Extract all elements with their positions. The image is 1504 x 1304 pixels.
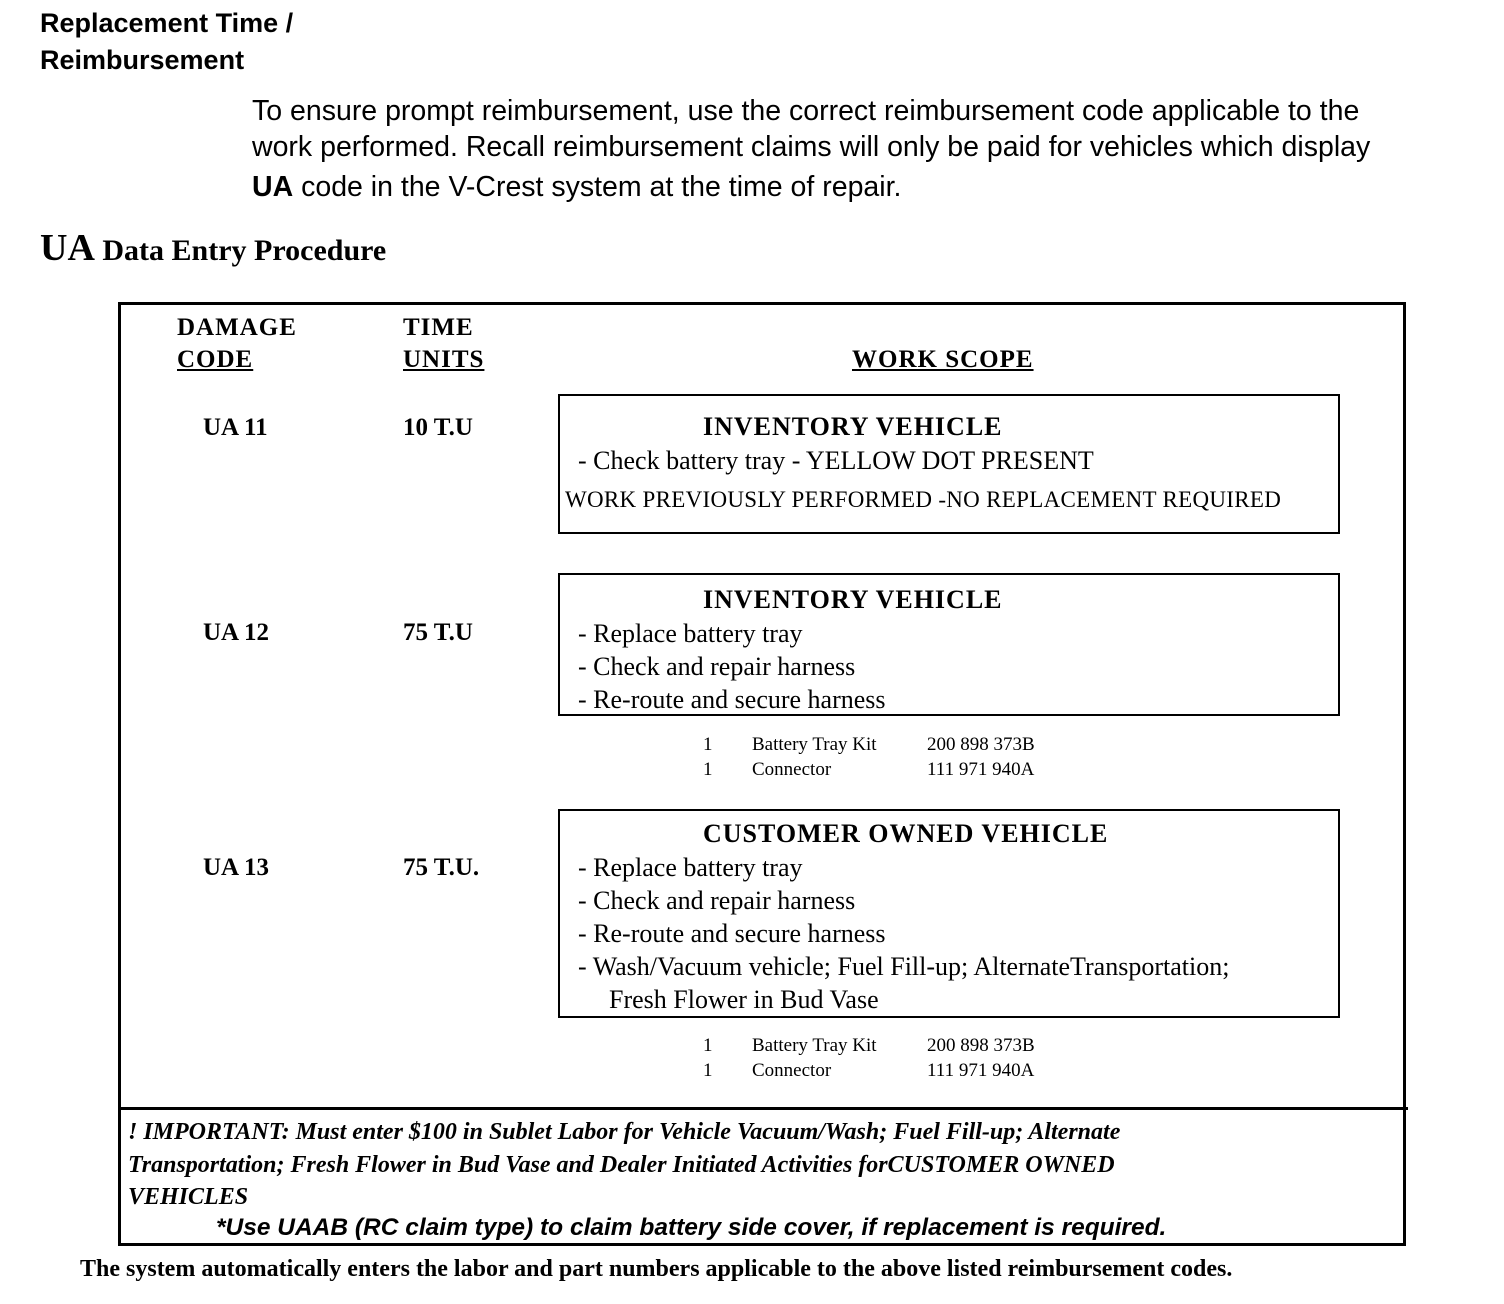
ua13-bullet-2: - Check and repair harness [578,886,856,915]
ua12-bullet-2: - Check and repair harness [578,652,856,681]
table-divider [118,1107,1408,1110]
section-title-line2: Reimbursement [40,45,245,75]
footer-note: The system automatically enters the labor and part numbers applicable to the above listed reimbursement codes. [80,1256,1233,1282]
important-line-1: ! IMPORTANT: Must enter $100 in Sublet Labor for Vehicle Vacuum/Wash; Fuel Fill-up; Alternate [128,1119,1121,1145]
ua12-bullet-3: - Re-route and secure harness [578,685,886,714]
header-damage-l2: CODE [177,346,254,373]
ua12-bullet-1: - Replace battery tray [578,619,803,648]
ua11-bullet-1: - Check battery tray - YELLOW DOT PRESENT [578,446,1094,475]
procedure-title-ua: UA [40,227,95,269]
ua13-part-1-qty: 1 [703,1035,713,1056]
uaab-note: *Use UAAB (RC claim type) to claim battery side cover, if replacement is required. [216,1214,1167,1241]
row-ua13-time: 75 T.U. [403,854,480,881]
intro-line-3 [252,168,901,206]
intro-line-2: work performed. Recall reimbursement claims will only be paid for vehicles which display [252,131,1371,163]
row-ua12-time: 75 T.U [403,619,473,646]
ua13-part-2-number: 111 971 940A [927,1060,1035,1081]
row-ua11-code: UA 11 [203,414,268,441]
ua13-part-2-name: Connector [752,1060,832,1081]
row-ua11-time: 10 T.U [403,414,473,441]
ua11-note: WORK PREVIOUSLY PERFORMED -NO REPLACEMENT REQUIRED [565,487,1282,512]
ua12-title: INVENTORY VEHICLE [703,585,1003,614]
ua12-part-2-name: Connector [752,759,832,780]
intro-line-1: To ensure prompt reimbursement, use the correct reimbursement code applicable to the [252,95,1360,127]
procedure-title [40,226,386,270]
ua12-part-1-qty: 1 [703,734,713,755]
ua11-title: INVENTORY VEHICLE [703,412,1003,441]
row-ua12-code: UA 12 [203,619,269,646]
section-title-line1: Replacement Time / [40,8,294,38]
ua12-part-1-name: Battery Tray Kit [752,734,877,755]
important-line-2: Transportation; Fresh Flower in Bud Vase and Dealer Initiated Activities forCUSTOMER OWNED [128,1152,1115,1178]
ua13-part-1-number: 200 898 373B [927,1035,1035,1056]
ua12-part-2-qty: 1 [703,759,713,780]
ua13-bullet-3: - Re-route and secure harness [578,919,886,948]
header-work-scope: WORK SCOPE [852,346,1034,373]
header-damage-l1: DAMAGE [177,314,297,341]
ua13-bullet-1: - Replace battery tray [578,853,803,882]
intro-line-3-rest: code in the V-Crest system at the time of repair. [293,171,902,203]
ua12-part-1-number: 200 898 373B [927,734,1035,755]
ua13-bullet-5: Fresh Flower in Bud Vase [609,985,879,1014]
ua13-part-1-name: Battery Tray Kit [752,1035,877,1056]
important-line-3: VEHICLES [128,1184,249,1210]
ua13-title: CUSTOMER OWNED VEHICLE [703,819,1109,848]
header-time-l2: UNITS [403,346,485,373]
header-time-l1: TIME [403,314,474,341]
row-ua13-code: UA 13 [203,854,269,881]
intro-ua-code: UA [252,171,294,203]
ua13-bullet-4: - Wash/Vacuum vehicle; Fuel Fill-up; AlternateTransportation; [578,952,1230,981]
procedure-title-rest: Data Entry Procedure [94,234,387,267]
ua12-part-2-number: 111 971 940A [927,759,1035,780]
ua13-part-2-qty: 1 [703,1060,713,1081]
